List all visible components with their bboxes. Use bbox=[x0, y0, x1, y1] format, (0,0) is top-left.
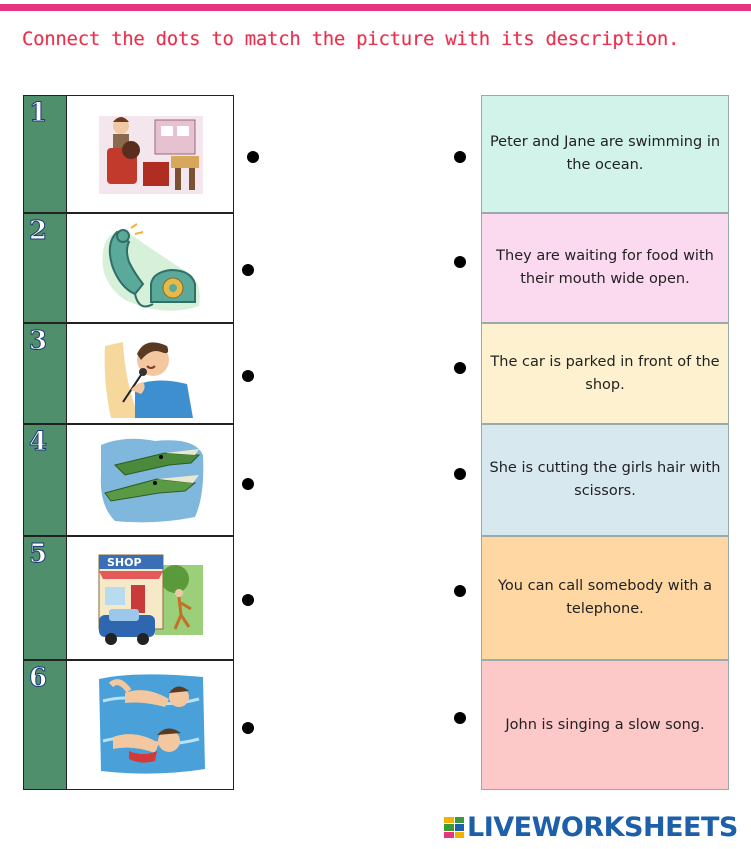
row-number-cell-1 bbox=[23, 95, 67, 213]
picture-cell-3 bbox=[67, 323, 234, 424]
row-number-cell-5 bbox=[23, 536, 67, 660]
row-number-cell-6 bbox=[23, 660, 67, 790]
brand-text: LIVEWORKSHEETS bbox=[467, 812, 738, 843]
description-text: You can call somebody with a telephone. bbox=[498, 578, 712, 617]
hairdresser-salon-icon bbox=[95, 108, 207, 200]
right-dot-2[interactable] bbox=[454, 256, 466, 268]
row-number: 2 bbox=[29, 216, 48, 246]
description-box-6 bbox=[481, 660, 729, 790]
picture-cell-4 bbox=[67, 424, 234, 536]
left-dot-2[interactable] bbox=[242, 264, 254, 276]
picture-cell-5 bbox=[67, 536, 234, 660]
description-box-4 bbox=[481, 424, 729, 536]
liveworksheets-logo bbox=[444, 812, 738, 843]
left-dot-5[interactable] bbox=[242, 594, 254, 606]
row-number: 3 bbox=[29, 326, 48, 356]
car-in-front-of-shop-icon bbox=[95, 549, 207, 647]
left-dot-4[interactable] bbox=[242, 478, 254, 490]
right-dot-6[interactable] bbox=[454, 712, 466, 724]
left-dot-1[interactable] bbox=[247, 151, 259, 163]
row-number: 1 bbox=[29, 98, 48, 128]
top-accent-bar bbox=[0, 4, 751, 11]
liveworksheets-logo-icon bbox=[444, 817, 464, 839]
right-dot-5[interactable] bbox=[454, 585, 466, 597]
man-singing-icon bbox=[95, 332, 207, 420]
left-dot-6[interactable] bbox=[242, 722, 254, 734]
row-number: 6 bbox=[29, 663, 48, 693]
description-text: The car is parked in front of the shop. bbox=[490, 353, 720, 393]
left-dot-3[interactable] bbox=[242, 370, 254, 382]
description-text: She is cutting the girls hair with scissors. bbox=[489, 460, 721, 499]
crocodiles-icon bbox=[95, 435, 207, 525]
description-box-5 bbox=[481, 536, 729, 660]
row-number-cell-4 bbox=[23, 424, 67, 536]
row-number: 5 bbox=[29, 539, 48, 569]
picture-cell-6 bbox=[67, 660, 234, 790]
right-dot-4[interactable] bbox=[454, 468, 466, 480]
row-number-cell-2 bbox=[23, 213, 67, 323]
right-dot-1[interactable] bbox=[454, 151, 466, 163]
description-text: They are waiting for food with their mouth wide open. bbox=[496, 248, 714, 287]
description-text: Peter and Jane are swimming in the ocean. bbox=[489, 134, 721, 173]
description-text: John is singing a slow song. bbox=[505, 716, 705, 733]
row-number-cell-3 bbox=[23, 323, 67, 424]
picture-cell-2 bbox=[67, 213, 234, 323]
telephone-icon bbox=[95, 222, 207, 318]
shop-sign-text: SHOP bbox=[107, 556, 142, 569]
swimmers-icon bbox=[95, 671, 207, 777]
picture-cell-1 bbox=[67, 95, 234, 213]
row-number: 4 bbox=[29, 427, 48, 457]
right-dot-3[interactable] bbox=[454, 362, 466, 374]
description-box-1 bbox=[481, 95, 729, 213]
description-box-3 bbox=[481, 323, 729, 424]
description-box-2 bbox=[481, 213, 729, 323]
instruction-heading: Connect the dots to match the picture with its description. bbox=[22, 28, 680, 50]
